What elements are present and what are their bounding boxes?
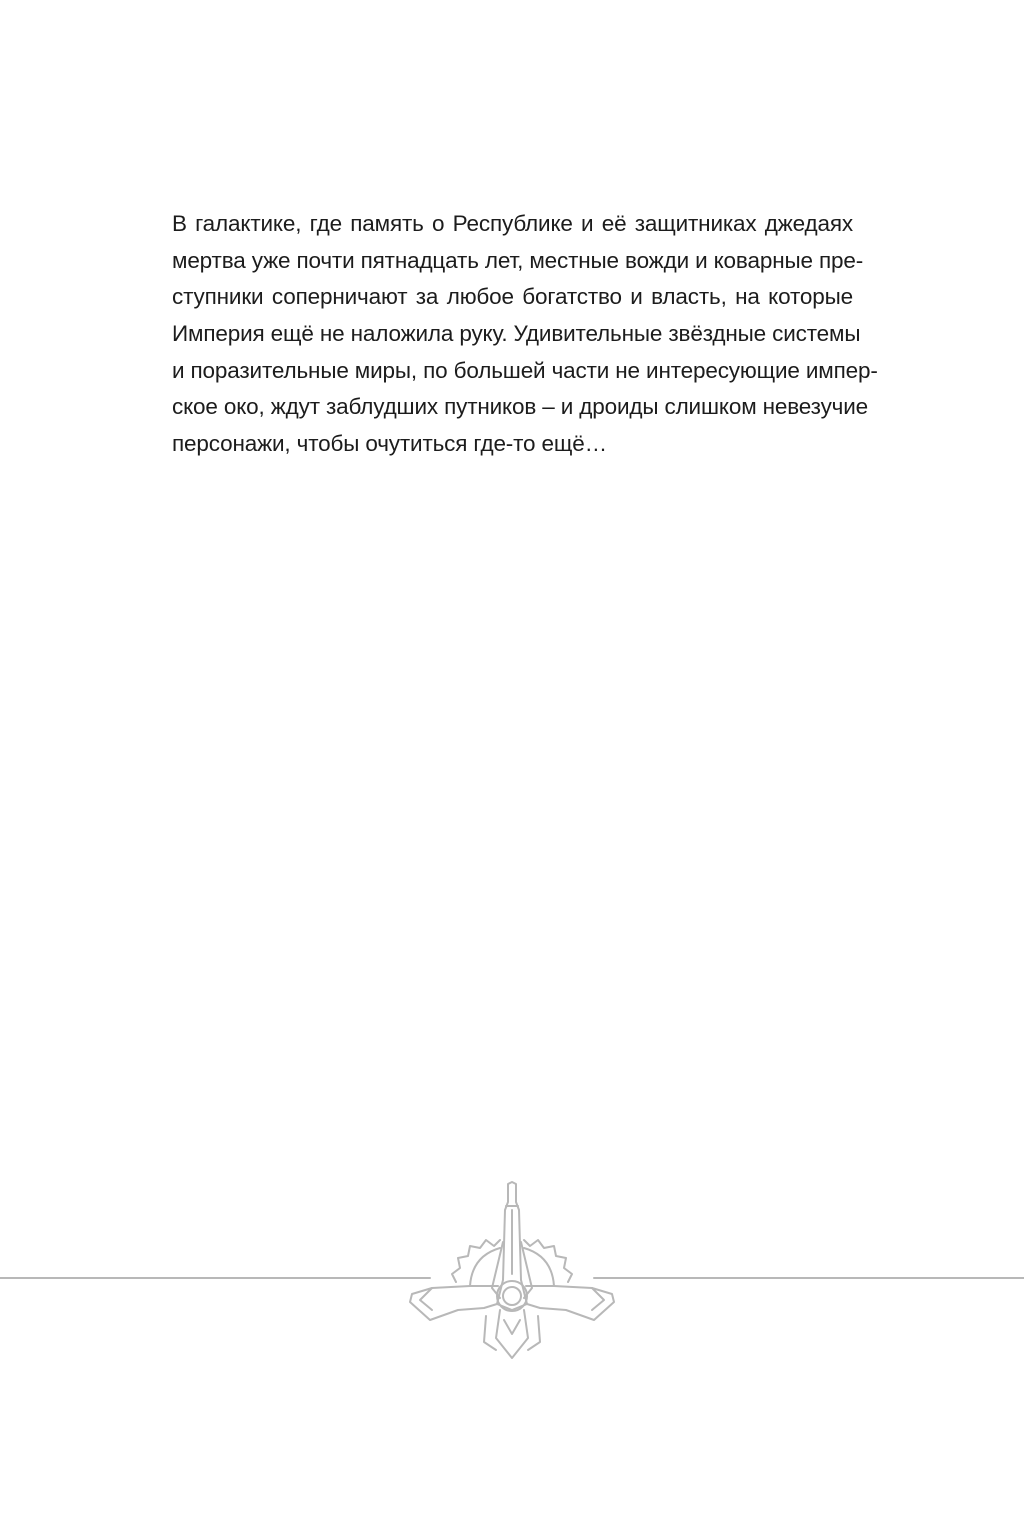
paragraph-line: Империя ещё не наложила руку. Удивительные звёздные системы xyxy=(172,321,861,347)
intro-paragraph xyxy=(172,206,878,463)
paragraph-line: персонажи, чтобы очутиться где-то ещё… xyxy=(172,431,607,457)
starship-gear-emblem-icon xyxy=(410,1182,614,1358)
paragraph-line: ступники соперничают за любое богатство и власть, на которые xyxy=(172,284,853,310)
paragraph-line: мертва уже почти пятнадцать лет, местные вожди и коварные пре- xyxy=(172,247,864,273)
paragraph-line: ское око, ждут заблудших путников – и дроиды слишком невезучие xyxy=(172,394,869,420)
paragraph-line: В галактике, где память о Республике и её защитниках джедаях xyxy=(172,211,853,236)
paragraph-line: и поразительные миры, по большей части не интересующие импер- xyxy=(172,357,878,383)
ornament-divider xyxy=(0,1170,1024,1370)
